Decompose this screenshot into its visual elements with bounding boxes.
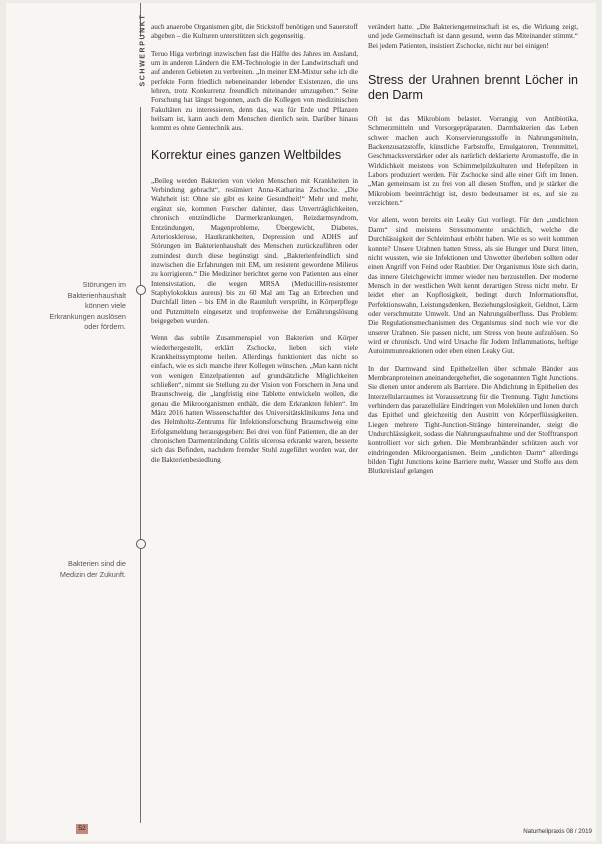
sidenote-bacteria-balance: Störungen im Bakterienhaushalt können viele Erkrankungen auslösen oder fördern. (49, 280, 126, 331)
divider-ring-marker (136, 285, 146, 295)
page-number: 52 (76, 824, 88, 834)
right-column (368, 23, 578, 477)
paragraph: In der Darmwand sind Epithelzellen über schmale Bänder aus Membranproteinen aneinandergeheftet, die sogenannten Tight Junctions. Sie dienen unter anderem als Barriere. Die Abdichtung in Epithelien des Interzellularraumes ist Voraussetzung für die Trennung. Tight Junctions verhindern das parazelluläre Eindringen von Molekülen und Ionen durch das Epithel und gleichzeitig den Austritt von Körperflüssigkeiten. Liegen mehrere Tight-Junction-Stränge hintereinander, steigt die Undurchlässigkeit, sodass die Nahrungsaufnahme und der Stofftransport kontrolliert vor sich gehen. Die Membranbänder schützen auch vor eindringenden Mikroorganismen. Beim „undichten Darm“ allerdings bilden Tight Junctions keine Barriere mehr, Wasser und Stoffe aus dem Blutkreislauf gelangen (368, 364, 578, 476)
paragraph: Vor allem, wenn bereits ein Leaky Gut vorliegt. Für den „undichten Darm“ sind meistens Stressmomente ursächlich, welche die Durchlässigkeit der Schleimhaut erhöht haben. Wie es so weit kommen konnte? Unsere Urahnen hatten Stress, als sie Hunger und Durst litten, nicht wussten, wie sie Infektionen und Unwetter überleben sollten oder einen Angriff von Feind oder Raubtier. Der Organismus löste sich darin, das innere Gleichgewicht immer wieder neu herzustellen. Der moderne Mensch in der westlichen Welt kennt derartigen Stress nicht mehr. Er leidet eher an Kopflosigkeit, bedingt durch Informationsflut, Perfektionswahn, Leistungsdenken, Beziehungslosigkeit, Geldnot, Lärm oder verschmutzte Umwelt. Und an Nahrungsüberfluss. Das Problem: Die Regulationsmechanismen des Organismus sind noch wie vor die unserer Urahnen. Sie passen nicht, um Stress von heute aufzulösen. So wird er chronisch. Und wird Ursache für Jodem Inflammations, heftige Autoimmunreaktionen oder eben einen Leaky Gut. (368, 216, 578, 356)
section-heading: Stress der Urahnen brennt Löcher in den Darm (368, 73, 578, 103)
paragraph: verändert hatte. „Die Bakteriengemeinschaft ist es, die Wirkung zeigt, und jede Gemeinschaft ist dann gesund, wenn das Miteinander stimmt.“ Bei jedem Patienten, insistiert Zschocke, nicht nur bei einigen! (368, 23, 578, 50)
paragraph: Oft ist das Mikrobiom belastet. Vorrangig von Antibiotika, Schmerzmitteln und Vorsorgepräparaten. Darmbakterien das Leben schwer machen auch Konservierungsstoffe in Nahrungsmitteln, Backenzusatzstoffe, künstliche Farbstoffe, Emulgatoren, Trennmittel, Geschmacksverstärker oder als natürlich deklarierte Aromastoffe, die in Wirklichkeit meistens von Schimmelpilzkulturen und Hefepilzen in Labors produziert werden. Für Zschocke sind alle einer Gift im Innen. „Man gemeinsam ist zu frei von all diesen Stoffen, und je stärker die Mikrobiom beeinträchtigt ist, desto bedeutsamer ist es, auf sie zu verzichten.“ (368, 115, 578, 208)
paragraph: „Beileg werden Bakterien von vielen Menschen mit Krankheiten in Verbindung gebracht“, resümiert Anna-Katharina Zschocke. „Die Wahrheit ist: Ohne sie gibt es keine Gesundheit!“ Mehr und mehr, ergänzt sie, kommen Forscher dahinter, dass Unverträglichkeiten, chronisch entzündliche Darmerkrankungen, Reizdarmsyndrom, Entzündungen, Magenprobleme, Übergewicht, Diabetes, Arteriosklerose, Hautkrankheiten, Depression und ADHS auf Störungen im Bakterienhaushalt des Menschen zurückzuführen oder zumindest durch diese begünstigt sind. „Bakterienfeindlich sind inzwischen die Erfahrungen mit EM, um resistent gewordene Milieus zu korrigieren.“ Die Mediziner berichtet gerne von Patienten aus einer Intensivstation, die wegen MRSA (Methicillin-resistenter Staphylokokkus aureus) bis zu 60 Mal am Tag an Erbrechen und Durchfall litten – bis EM in die Raumluft versprüht, in Körperpflege und Putzmitteln eingesetzt und tropfenweise der Ernährungslösung beigegeben wurden. (151, 176, 358, 325)
magazine-footer: Naturheilpraxis 08 / 2019 (523, 828, 592, 835)
magazine-page (6, 3, 596, 841)
sidenote-bacteria-medicine: Bakterien sind die Medizin der Zukunft. (59, 559, 126, 579)
paragraph: Wenn das subtile Zusammenspiel von Bakterien und Körper wiederhergestellt, erklärt Zschocke, lieben sich viele Krankheitssymptome heilen. Allerdings funktioniert das nicht so einfach, wie es sich manche ihrer Kollegen wünschen. „Man kann nicht von wenigen Einzelpatienten auf grundsätzliche Möglichkeiten schließen“, nimmt sie Stellung zu der Vision von Forschern in Jena und Braunschweig, die „langfristig eine Tablette entwickeln wollen, die genau die Mikroorganismen enthält, die dem Erkrankten fehlen“. Im März 2016 hatten Wissenschaftler des Universitätsklinikums Jena und des Helmholtz-Zentrums für Infektionsforschung Braunschweig eine Erfolgsmeldung herausgegeben: Bei drei von fünf Patienten, die an der chronischen Darmentzündung Colitis ulcerosa erkrankt waren, besserte sich das Befinden, nachdem fremder Stuhl zugeführt worden war, der die Bakterienbesiedlung (151, 334, 358, 464)
divider-ring-marker (136, 539, 146, 549)
section-divider-line (140, 3, 141, 823)
section-heading: Korrektur eines ganzen Weltbildes (151, 147, 342, 162)
middle-column (151, 23, 358, 465)
paragraph: Teruo Higa verbringt inzwischen fast die Hälfte des Jahres im Ausland, um in anderen Ländern die EM-Technologie in der Landwirtschaft und auf anderen Gebieten zu verbreiten. „In meiner EM-Mixtur sehe ich die perfekte Form friedlich nebeneinander lebender Existenzen, die uns lehren, trotz Konkurrenz freundlich miteinander umzugehen.“ Seine Forschung hat längst begonnen, auch die Kollegen von medizinischen Fakultäten zu interessieren, denn das, was für Erde und Pflanzen heilsam ist, kann auch dem Menschen dienlich sein. Darüber hinaus kommt es ohne Gentechnik aus. (151, 49, 358, 133)
section-label: SCHWERPUNKT (139, 13, 147, 87)
paragraph: auch anaerobe Organismen gibt, die Stickstoff benötigen und Sauerstoff abgeben – die Kulturen unterstützen sich gegenseitig. (151, 23, 358, 41)
